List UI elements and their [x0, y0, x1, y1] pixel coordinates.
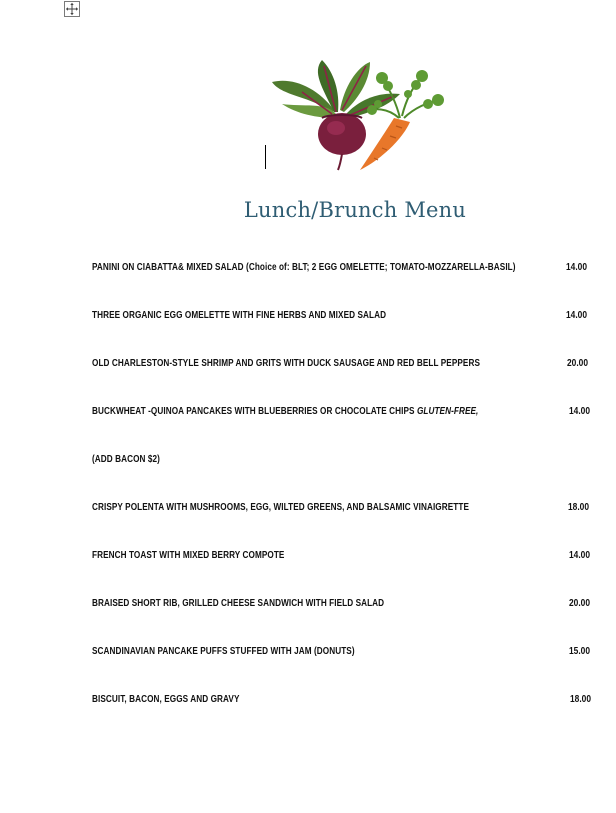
menu-item-price: 20.00	[567, 357, 589, 369]
menu-item-name: (ADD BACON $2)	[92, 453, 160, 465]
menu-item-name: BUCKWHEAT -QUINOA PANCAKES WITH BLUEBERRIES OR CHOCOLATE CHIPS GLUTEN-FREE,	[92, 405, 479, 417]
menu-item	[92, 357, 598, 405]
menu-item	[92, 501, 598, 549]
menu-item	[92, 693, 598, 741]
menu-title: Lunch/Brunch Menu	[243, 198, 467, 222]
menu-item-price: 18.00	[568, 501, 590, 513]
menu-item-price: 14.00	[566, 261, 588, 273]
menu-item	[92, 453, 598, 501]
menu-item-name: CRISPY POLENTA WITH MUSHROOMS, EGG, WILTED GREENS, AND BALSAMIC VINAIGRETTE	[92, 501, 469, 513]
menu-item	[92, 549, 598, 597]
menu-item	[92, 597, 598, 645]
menu-item	[92, 309, 598, 357]
menu-list	[92, 261, 598, 741]
menu-item-name: THREE ORGANIC EGG OMELETTE WITH FINE HERBS AND MIXED SALAD	[92, 309, 387, 321]
menu-item-name: BRAISED SHORT RIB, GRILLED CHEESE SANDWICH WITH FIELD SALAD	[92, 597, 385, 609]
menu-item-price: 18.00	[570, 693, 592, 705]
menu-item-name: SCANDINAVIAN PANCAKE PUFFS STUFFED WITH JAM (DONUTS)	[92, 645, 355, 657]
menu-item-price: 14.00	[569, 405, 591, 417]
menu-item-name: FRENCH TOAST WITH MIXED BERRY COMPOTE	[92, 549, 285, 561]
beet-and-carrot-illustration	[262, 52, 452, 172]
menu-item-choice: (Choice of: BLT; 2 EGG OMELETTE; TOMATO-MOZZARELLA-BASIL)	[246, 261, 516, 273]
menu-item	[92, 405, 598, 453]
menu-item-name: OLD CHARLESTON-STYLE SHRIMP AND GRITS WITH DUCK SAUSAGE AND RED BELL PEPPERS	[92, 357, 481, 369]
menu-item-price: 20.00	[569, 597, 591, 609]
menu-item-name: PANINI ON CIABATTA& MIXED SALAD (Choice of: BLT; 2 EGG OMELETTE; TOMATO-MOZZARELLA-BASIL)	[92, 261, 516, 273]
menu-item-price: 14.00	[569, 549, 591, 561]
menu-item-price: 14.00	[566, 309, 588, 321]
menu-item-note: GLUTEN-FREE,	[416, 405, 479, 417]
menu-item	[92, 261, 598, 309]
menu-item	[92, 645, 598, 693]
move-arrows-icon	[65, 2, 79, 16]
menu-item-name: BISCUIT, BACON, EGGS AND GRAVY	[92, 693, 240, 705]
table-move-handle[interactable]	[64, 1, 80, 17]
menu-item-price: 15.00	[569, 645, 591, 657]
text-cursor	[265, 145, 266, 169]
